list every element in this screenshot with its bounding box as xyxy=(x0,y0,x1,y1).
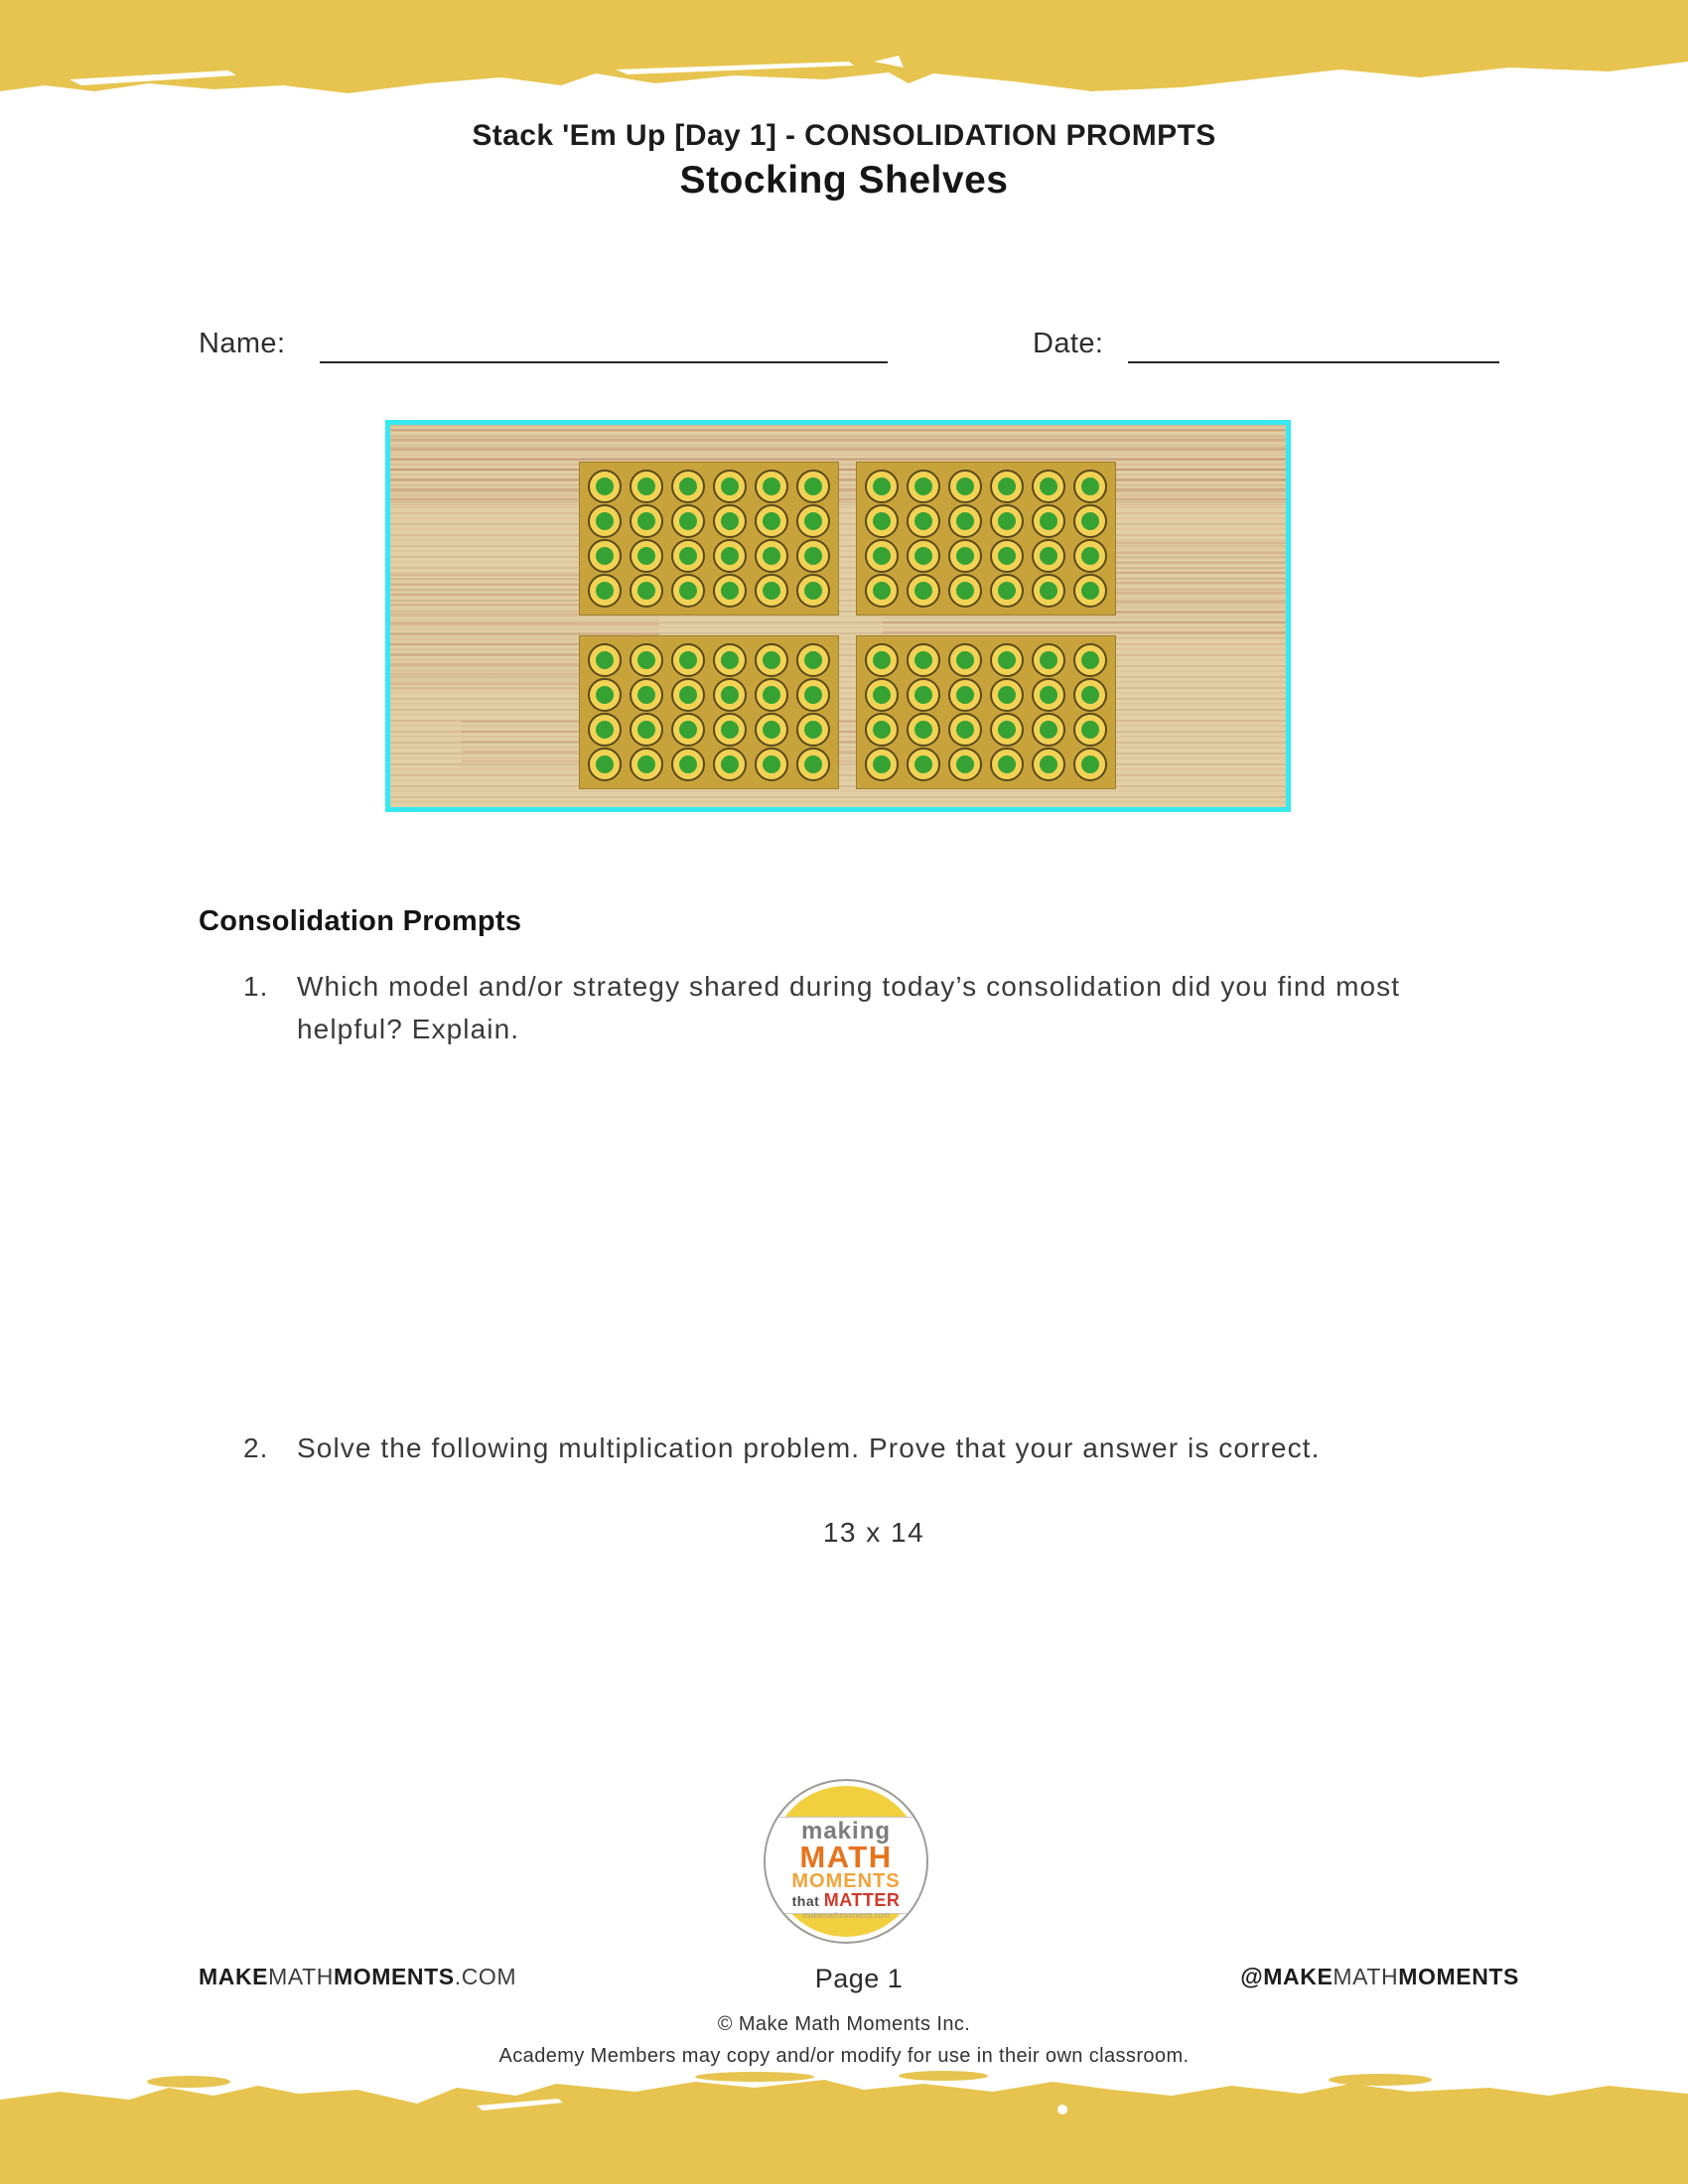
can-top xyxy=(1032,539,1065,573)
can-top xyxy=(588,470,622,503)
can-top xyxy=(630,678,663,712)
prompt-text: Solve the following multiplication problem. Prove that your answer is correct. xyxy=(297,1433,1321,1463)
can-top xyxy=(796,539,830,573)
can-top xyxy=(588,504,622,538)
can-top xyxy=(948,678,982,712)
can-top xyxy=(713,748,747,781)
logo-word-that-matter: that MATTER xyxy=(791,1890,901,1910)
can-top xyxy=(713,678,747,712)
can-top xyxy=(588,574,622,608)
can-top xyxy=(713,504,747,538)
can-top xyxy=(865,539,899,573)
can-top xyxy=(671,539,705,573)
can-top xyxy=(630,713,663,747)
prompt-number: 2. xyxy=(243,1433,269,1463)
can-top xyxy=(713,643,747,677)
can-top xyxy=(865,678,899,712)
can-top xyxy=(1032,678,1065,712)
can-top xyxy=(671,643,705,677)
can-top xyxy=(588,678,622,712)
can-top xyxy=(713,539,747,573)
can-top xyxy=(671,678,705,712)
can-top xyxy=(1073,678,1107,712)
can-top xyxy=(630,574,663,608)
prompt-text: Which model and/or strategy shared during today’s consolidation did you find most helpful? Explain. xyxy=(297,971,1401,1045)
can-top xyxy=(588,713,622,747)
logo-word-making: making xyxy=(800,1818,892,1844)
can-top xyxy=(948,470,982,503)
footer-social-handle: @MAKEMATHMOMENTS xyxy=(1240,1964,1519,1989)
can-top xyxy=(755,748,788,781)
can-top xyxy=(630,539,663,573)
multiplication-expression: 13 x 14 xyxy=(822,1517,925,1548)
can-top xyxy=(1032,574,1065,608)
can-top xyxy=(865,574,899,608)
can-top xyxy=(755,470,788,503)
can-top xyxy=(796,470,830,503)
logo-word-moments: MOMENTS xyxy=(791,1870,901,1892)
can-top xyxy=(948,539,982,573)
can-top xyxy=(907,504,940,538)
can-top xyxy=(907,748,940,781)
can-top xyxy=(1073,539,1107,573)
can-top xyxy=(1032,470,1065,503)
can-top xyxy=(671,504,705,538)
can-top xyxy=(948,748,982,781)
section-heading: Consolidation Prompts xyxy=(199,905,522,937)
name-label: Name: xyxy=(199,328,286,359)
can-top xyxy=(671,574,705,608)
brush-stroke-graphic xyxy=(0,0,1688,111)
can-top xyxy=(755,713,788,747)
can-top xyxy=(865,470,899,503)
can-top xyxy=(907,678,940,712)
can-top xyxy=(630,748,663,781)
can-top xyxy=(907,574,940,608)
can-top xyxy=(1073,748,1107,781)
date-label: Date: xyxy=(1033,328,1104,359)
can-top xyxy=(630,470,663,503)
logo-website: makemathmoments.com xyxy=(802,1911,890,1920)
can-top xyxy=(907,539,940,573)
can-top xyxy=(630,643,663,677)
can-top xyxy=(1032,713,1065,747)
can-top xyxy=(990,470,1024,503)
can-tray xyxy=(856,635,1116,789)
can-top xyxy=(796,748,830,781)
cans-on-shelf-photo xyxy=(385,420,1291,812)
make-math-moments-logo xyxy=(764,1779,928,1944)
can-top xyxy=(1073,713,1107,747)
can-top xyxy=(755,678,788,712)
date-blank-line[interactable] xyxy=(1128,361,1499,363)
can-tray xyxy=(579,462,839,615)
can-top xyxy=(796,643,830,677)
can-top xyxy=(671,748,705,781)
can-top xyxy=(713,713,747,747)
can-top xyxy=(796,574,830,608)
can-top xyxy=(796,713,830,747)
can-top xyxy=(990,678,1024,712)
can-top xyxy=(796,678,830,712)
can-tray xyxy=(856,462,1116,615)
prompt-item-1 xyxy=(243,965,1494,1051)
can-top xyxy=(907,470,940,503)
copyright-line: © Make Math Moments Inc. xyxy=(717,2013,971,2035)
page-number: Page 1 xyxy=(814,1964,904,1993)
can-top xyxy=(1073,643,1107,677)
can-top xyxy=(671,713,705,747)
can-top xyxy=(1073,504,1107,538)
prompt-item-2 xyxy=(243,1427,1494,1469)
prompt-number: 1. xyxy=(243,971,269,1002)
can-top xyxy=(1032,504,1065,538)
document-subtitle: Stocking Shelves xyxy=(679,159,1009,202)
can-top xyxy=(1032,643,1065,677)
can-top xyxy=(713,574,747,608)
can-top xyxy=(990,574,1024,608)
can-trays-grid xyxy=(579,462,1116,789)
can-top xyxy=(948,504,982,538)
can-top xyxy=(588,748,622,781)
name-blank-line[interactable] xyxy=(320,361,888,363)
can-top xyxy=(948,643,982,677)
can-top xyxy=(948,574,982,608)
can-top xyxy=(990,643,1024,677)
top-brush-banner xyxy=(0,0,1688,111)
usage-permission-line: Academy Members may copy and/or modify for use in their own classroom. xyxy=(498,2045,1190,2067)
footer-website: MAKEMATHMOMENTS.COM xyxy=(199,1964,517,1989)
can-top xyxy=(588,539,622,573)
can-top xyxy=(671,470,705,503)
can-top xyxy=(865,713,899,747)
can-top xyxy=(990,504,1024,538)
can-top xyxy=(865,643,899,677)
can-top xyxy=(630,504,663,538)
can-top xyxy=(713,470,747,503)
logo-text-band xyxy=(766,1817,926,1920)
can-top xyxy=(990,748,1024,781)
can-top xyxy=(990,713,1024,747)
logo-word-math: MATH xyxy=(799,1840,893,1874)
can-top xyxy=(907,713,940,747)
brush-stroke-graphic xyxy=(0,2070,1688,2184)
can-top xyxy=(865,748,899,781)
document-title: Stack 'Em Up [Day 1] - CONSOLIDATION PROMPTS xyxy=(472,119,1216,152)
can-top xyxy=(755,504,788,538)
can-top xyxy=(1032,748,1065,781)
bottom-brush-banner xyxy=(0,2070,1688,2184)
can-top xyxy=(755,574,788,608)
can-top xyxy=(907,643,940,677)
can-top xyxy=(990,539,1024,573)
can-top xyxy=(755,539,788,573)
can-top xyxy=(948,713,982,747)
can-top xyxy=(865,504,899,538)
can-top xyxy=(588,643,622,677)
footer-row xyxy=(199,1964,1519,1997)
can-top xyxy=(1073,470,1107,503)
can-top xyxy=(796,504,830,538)
can-top xyxy=(755,643,788,677)
can-tray xyxy=(579,635,839,789)
can-top xyxy=(1073,574,1107,608)
